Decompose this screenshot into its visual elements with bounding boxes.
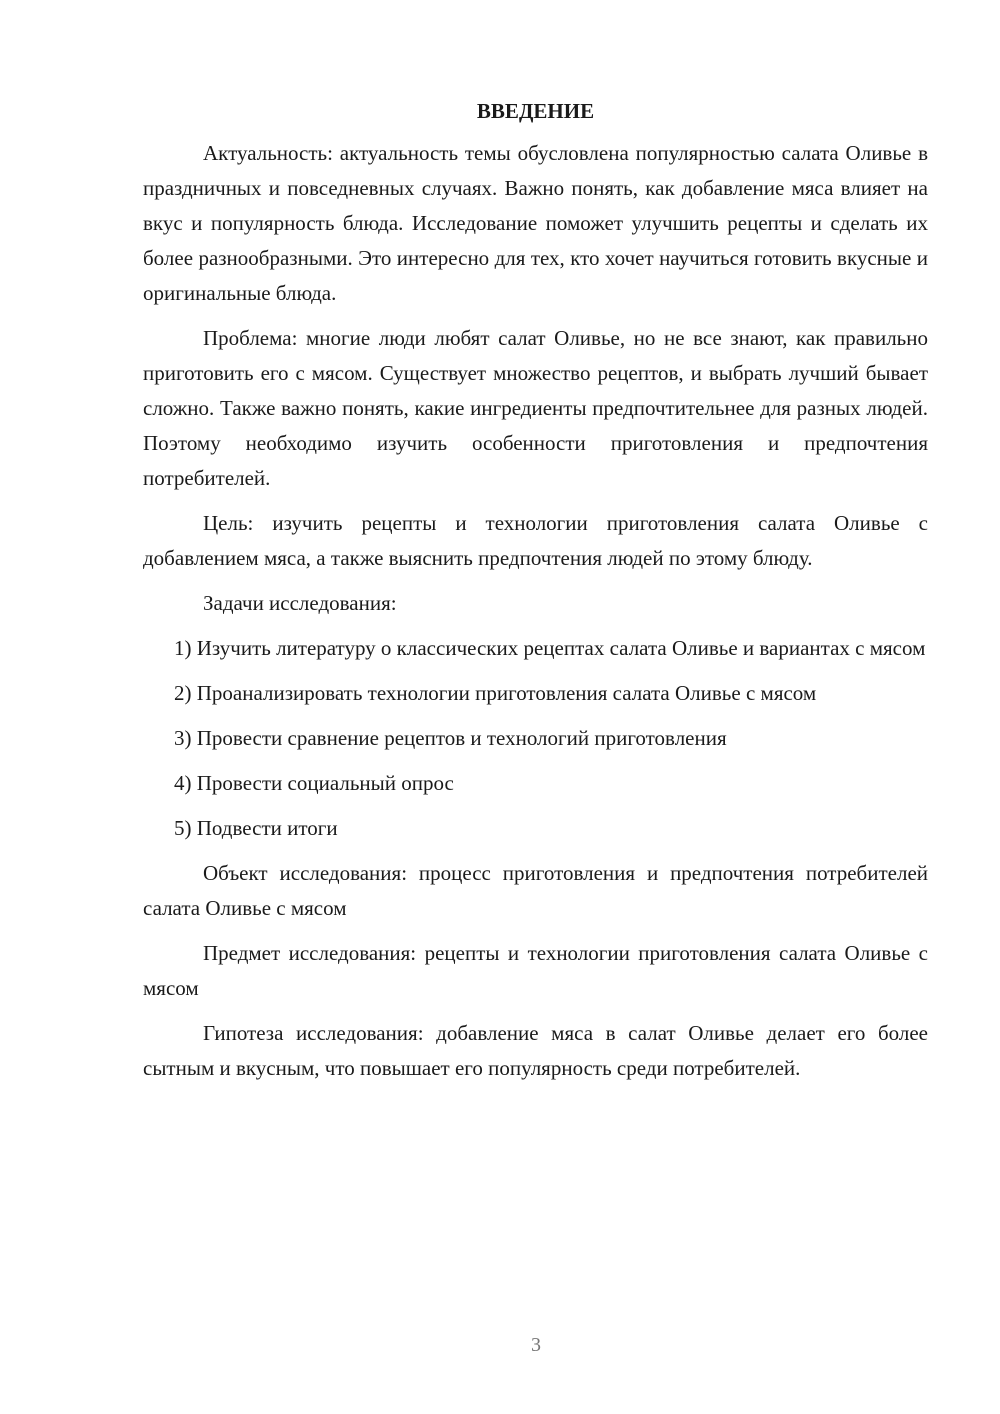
task-item-5: 5) Подвести итоги bbox=[174, 816, 338, 840]
page-content bbox=[143, 94, 928, 1096]
task-item-4: 4) Провести социальный опрос bbox=[174, 771, 454, 795]
task-item-2: 2) Проанализировать технологии приготовления салата Оливье с мясом bbox=[174, 681, 817, 705]
problem-paragraph: Проблема: многие люди любят салат Оливье, но не все знают, как правильно приготовить его с мясом. Существует множество рецептов, и выбрать лучший бывает сложно. Также важно понять, какие ингредиенты предпочтительнее для разных людей. Поэтому необходимо изучить особенности приготовления и предпочтения потребителей. bbox=[143, 326, 928, 490]
goal-paragraph: Цель: изучить рецепты и технологии приготовления салата Оливье с добавлением мяса, а также выяснить предпочтения людей по этому блюду. bbox=[143, 511, 928, 570]
object-paragraph: Объект исследования: процесс приготовления и предпочтения потребителей салата Оливье с мясом bbox=[143, 861, 928, 920]
section-title: ВВЕДЕНИЕ bbox=[476, 99, 595, 123]
subject-paragraph: Предмет исследования: рецепты и технологии приготовления салата Оливье с мясом bbox=[143, 941, 928, 1000]
task-item-1: 1) Изучить литературу о классических рецептах салата Оливье и вариантах с мясом bbox=[174, 636, 926, 660]
page-number: 3 bbox=[531, 1334, 541, 1356]
relevance-paragraph: Актуальность: актуальность темы обусловлена популярностью салата Оливье в праздничных и повседневных случаях. Важно понять, как добавление мяса влияет на вкус и популярность блюда. Исследование поможет улучшить рецепты и сделать их более разнообразными. Это интересно для тех, кто хочет научиться готовить вкусные и оригинальные блюда. bbox=[143, 141, 928, 305]
task-item-3: 3) Провести сравнение рецептов и технологий приготовления bbox=[174, 726, 727, 750]
tasks-heading: Задачи исследования: bbox=[203, 591, 397, 615]
hypothesis-paragraph: Гипотеза исследования: добавление мяса в салат Оливье делает его более сытным и вкусным, что повышает его популярность среди потребителей. bbox=[143, 1021, 928, 1080]
